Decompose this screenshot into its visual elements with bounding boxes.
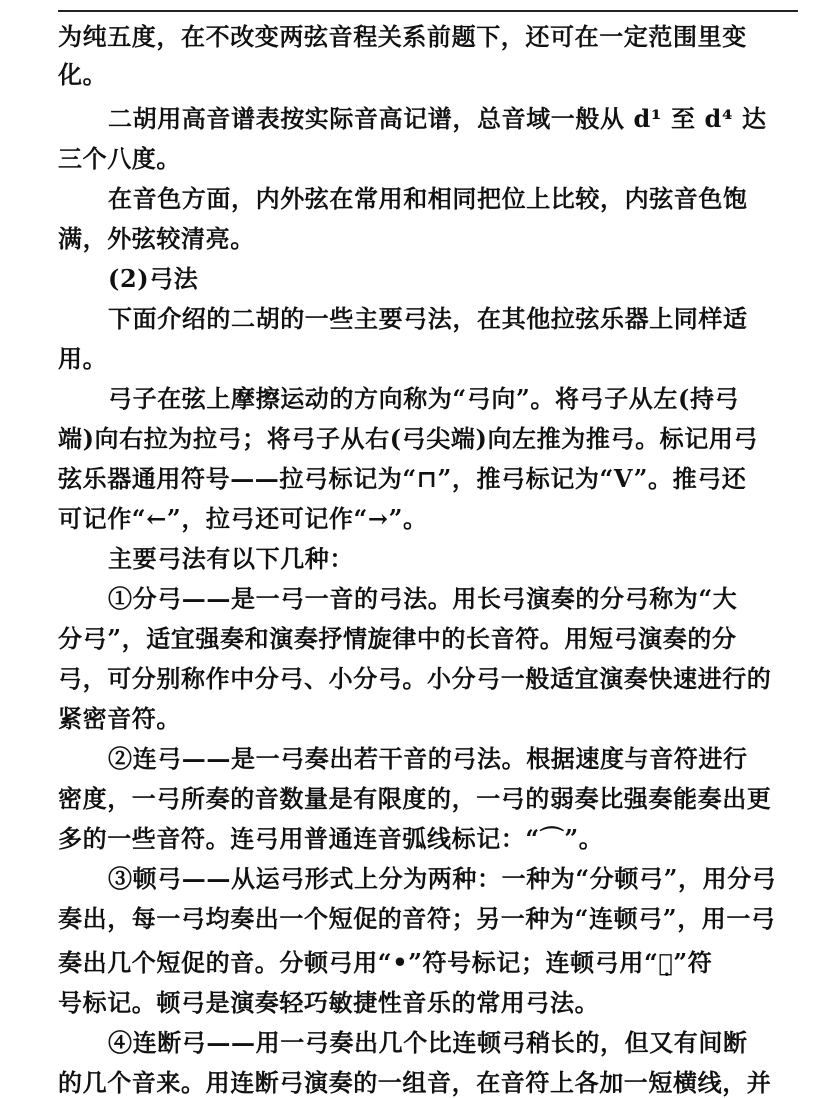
text-line: 端)向右拉为拉弓；将弓子从右(弓尖端)向左推为推弓。标记用弓 bbox=[58, 424, 759, 453]
text-line: 密度，一弓所奏的音数量是有限度的，一弓的弱奏比强奏能奏出更 bbox=[58, 784, 772, 813]
top-rule bbox=[58, 10, 798, 12]
text-line: 下面介绍的二胡的一些主要弓法，在其他拉弦乐器上同样适 bbox=[108, 304, 748, 333]
text-line: 分弓”，适宜强奏和演奏抒情旋律中的长音符。用短弓演奏的分 bbox=[58, 624, 737, 653]
text-line: 用。 bbox=[58, 344, 108, 373]
text-line: 号标记。顿弓是演奏轻巧敏捷性音乐的常用弓法。 bbox=[58, 988, 600, 1017]
text-line: 奏出几个短促的音。分顿弓用“•”符号标记；连顿弓用“⌒̣̣”符 bbox=[58, 948, 713, 977]
text-line: 的几个音来。用连断弓演奏的一组音，在音符上各加一短横线，并 bbox=[58, 1068, 772, 1097]
text-line: 三个八度。 bbox=[58, 144, 181, 173]
text-line: 在音色方面，内外弦在常用和相同把位上比较，内弦音色饱 bbox=[108, 184, 748, 213]
section-heading: (2)弓法 bbox=[108, 264, 199, 293]
text-line: 为纯五度，在不改变两弦音程关系前题下，还可在一定范围里变 bbox=[58, 22, 747, 51]
text-line: 化。 bbox=[58, 60, 108, 89]
text-line: 多的一些音符。连弓用普通连音弧线标记：“⌒”。 bbox=[58, 824, 604, 853]
text-line: 弦乐器通用符号——拉弓标记为“⊓”，推弓标记为“V”。推弓还 bbox=[58, 464, 747, 493]
text-line: ④连断弓——用一弓奏出几个比连顿弓稍长的，但又有间断 bbox=[108, 1028, 748, 1057]
text-line: 紧密音符。 bbox=[58, 704, 181, 733]
text-line: 奏出，每一弓均奏出一个短促的音符；另一种为“连顿弓”，用一弓 bbox=[58, 904, 776, 933]
text-line: 弓，可分别称作中分弓、小分弓。小分弓一般适宜演奏快速进行的 bbox=[58, 664, 772, 693]
text-line: 满，外弦较清亮。 bbox=[58, 224, 255, 253]
text-line: 主要弓法有以下几种： bbox=[108, 544, 354, 573]
text-line: 二胡用高音谱表按实际音高记谱，总音域一般从 d¹ 至 d⁴ 达 bbox=[108, 104, 767, 133]
text-line: ③顿弓——从运弓形式上分为两种：一种为“分顿弓”，用分弓 bbox=[108, 864, 777, 893]
text-line: 弓子在弦上摩擦运动的方向称为“弓向”。将弓子从左(持弓 bbox=[108, 384, 740, 413]
text-line: 可记作“←”，拉弓还可记作“→”。 bbox=[58, 504, 428, 533]
text-line: ①分弓——是一弓一音的弓法。用长弓演奏的分弓称为“大 bbox=[108, 584, 738, 613]
text-line: ②连弓——是一弓奏出若干音的弓法。根据速度与音符进行 bbox=[108, 744, 748, 773]
